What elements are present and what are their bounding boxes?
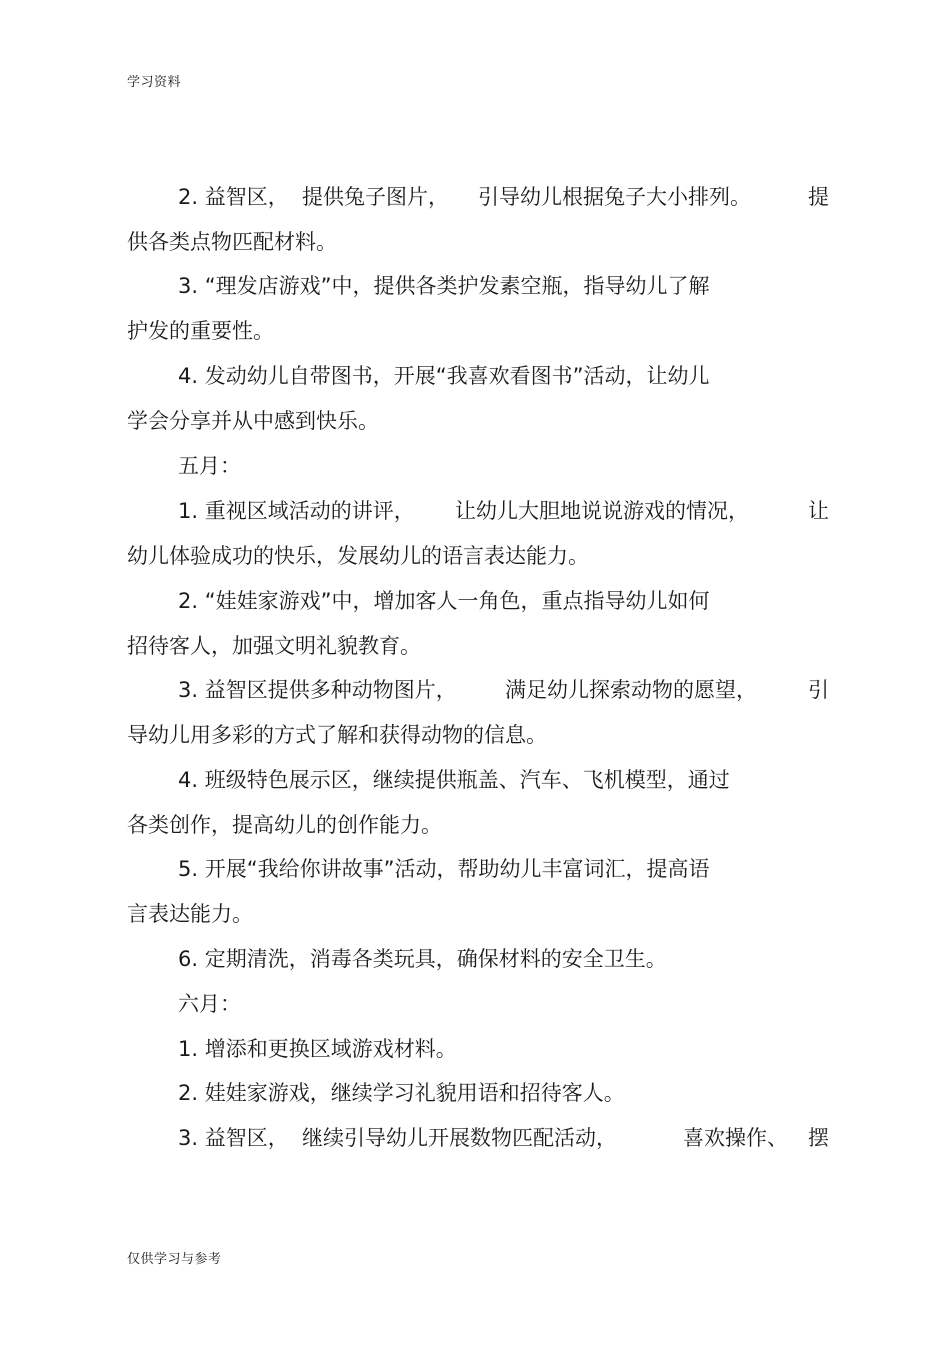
text-segment: 摆 [808,1126,829,1150]
paragraph-line: 招待客人，加强文明礼貌教育。 [127,634,421,658]
text-segment: 3. 益智区提供多种动物图片， [178,678,457,702]
page-header: 学习资料 [127,75,182,90]
paragraph-line [0,1125,950,1151]
text-segment: 让幼儿大胆地说说游戏的情况， [455,499,749,523]
paragraph-line: 护发的重要性。 [127,319,274,343]
paragraph-line: 各类创作，提高幼儿的创作能力。 [127,813,442,837]
text-segment: 2. 益智区， [178,185,289,209]
paragraph-line: 2. “娃娃家游戏”中，增加客人一角色，重点指导幼儿如何 [178,589,710,613]
paragraph-line: 4. 班级特色展示区，继续提供瓶盖、汽车、飞机模型，通过 [178,768,730,792]
paragraph-line: 供各类点物匹配材料。 [127,230,337,254]
page-footer: 仅供学习与参考 [127,1252,222,1267]
text-segment: 让 [808,499,829,523]
paragraph-line [0,677,950,703]
paragraph-line: 1. 增添和更换区域游戏材料。 [178,1037,457,1061]
paragraph-line [0,184,950,210]
text-segment: 3. 益智区， [178,1126,289,1150]
section-heading-may: 五月： [178,454,241,478]
paragraph-line: 幼儿体验成功的快乐，发展幼儿的语言表达能力。 [127,544,589,568]
paragraph-line: 4. 发动幼儿自带图书，开展“我喜欢看图书”活动，让幼儿 [178,364,710,388]
text-segment: 提供兔子图片， [302,185,449,209]
paragraph-line: 6. 定期清洗，消毒各类玩具，确保材料的安全卫生。 [178,947,667,971]
paragraph-line: 5. 开展“我给你讲故事”活动，帮助幼儿丰富词汇，提高语 [178,857,710,881]
paragraph-line: 学会分享并从中感到快乐。 [127,409,379,433]
paragraph-line [0,498,950,524]
text-segment: 1. 重视区域活动的讲评， [178,499,415,523]
text-segment: 喜欢操作、 [683,1126,788,1150]
text-segment: 继续引导幼儿开展数物匹配活动， [302,1126,617,1150]
text-segment: 提 [808,185,829,209]
paragraph-line: 导幼儿用多彩的方式了解和获得动物的信息。 [127,723,547,747]
paragraph-line: 3. “理发店游戏”中，提供各类护发素空瓶，指导幼儿了解 [178,274,710,298]
text-segment: 引导幼儿根据兔子大小排列。 [478,185,751,209]
paragraph-line: 言表达能力。 [127,902,253,926]
text-segment: 满足幼儿探索动物的愿望， [505,678,757,702]
section-heading-june: 六月： [178,992,241,1016]
text-segment: 引 [808,678,829,702]
paragraph-line: 2. 娃娃家游戏，继续学习礼貌用语和招待客人。 [178,1081,625,1105]
